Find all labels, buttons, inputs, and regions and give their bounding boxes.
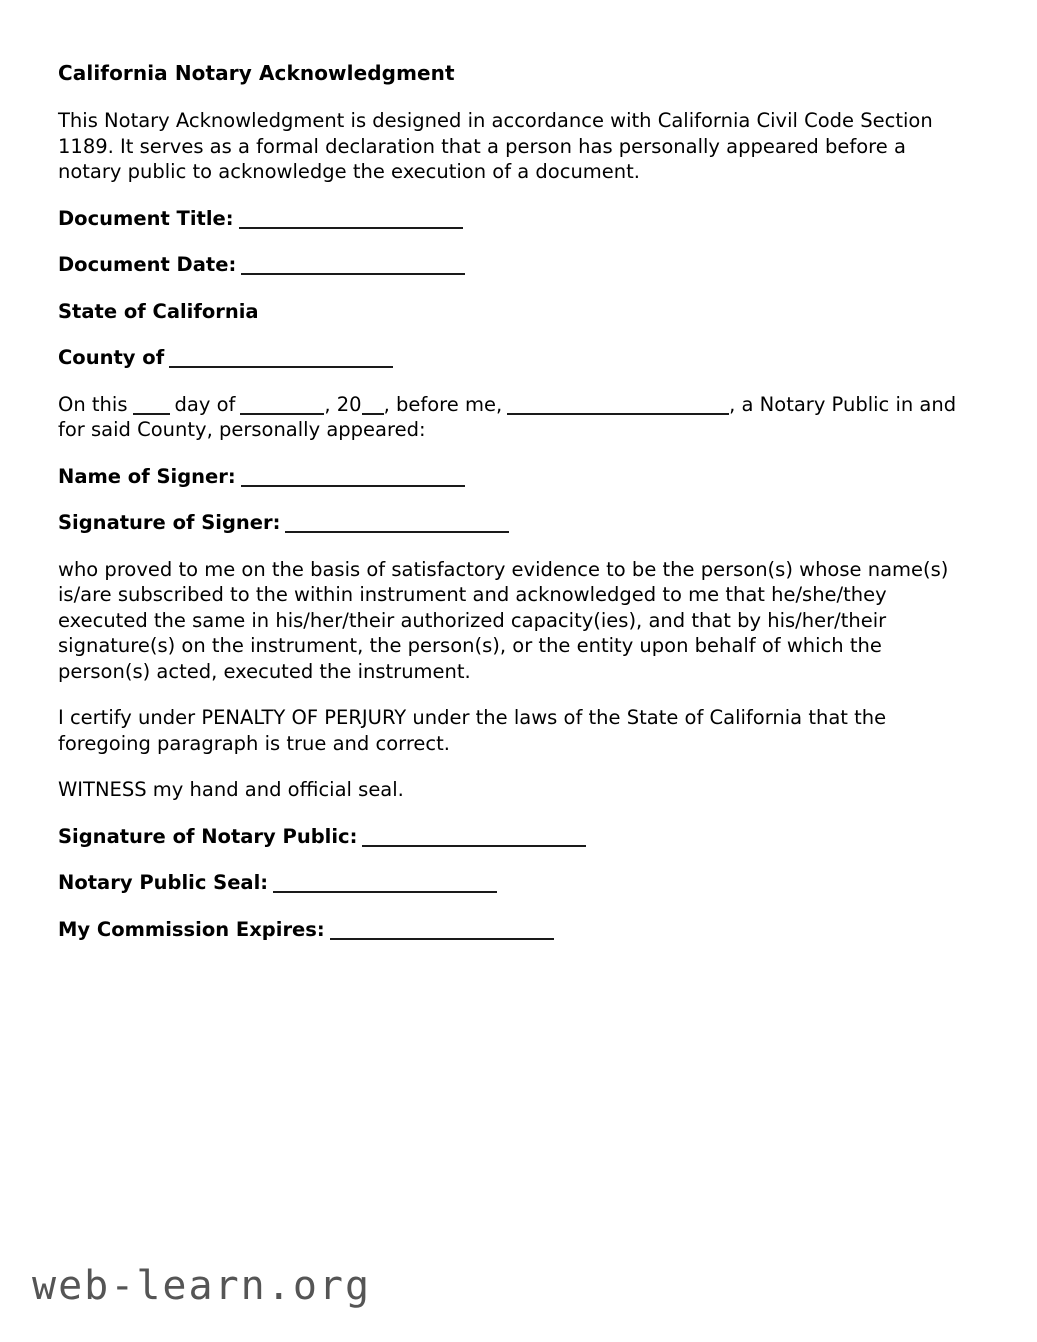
appearance-part3: , 20 <box>324 392 362 416</box>
witness-paragraph: WITNESS my hand and official seal. <box>58 778 404 801</box>
site-watermark: web-learn.org <box>32 1263 372 1309</box>
appearance-part1: On this <box>58 392 128 416</box>
document-title-blank[interactable] <box>239 227 463 229</box>
document-date-label: Document Date: <box>58 253 237 276</box>
document-body <box>58 60 966 963</box>
signature-of-signer-blank[interactable] <box>285 531 509 533</box>
document-title-field <box>58 206 966 232</box>
appearance-part4: , before me, <box>383 392 503 416</box>
name-of-signer-label: Name of Signer: <box>58 464 236 488</box>
signature-of-signer-field <box>58 510 966 536</box>
appearance-part5: , a Notary Public in and for said County, personally appeared: <box>58 392 957 441</box>
county-field <box>58 345 966 371</box>
name-of-signer-blank[interactable] <box>241 485 465 487</box>
signature-of-notary-field <box>58 824 966 850</box>
document-date-blank[interactable] <box>241 273 465 275</box>
year-blank[interactable] <box>362 413 384 415</box>
certify-paragraph: I certify under PENALTY OF PERJURY under the laws of the State of California that the foregoing paragraph is true and correct. <box>58 706 887 755</box>
state-line: State of California <box>58 299 259 323</box>
appearance-part2: day of <box>174 392 236 416</box>
day-blank[interactable] <box>133 413 170 415</box>
commission-expires-field <box>58 917 966 943</box>
intro-paragraph: This Notary Acknowledgment is designed in accordance with California Civil Code Section 1189. It serves as a formal declaration that a person has personally appeared before a notary public to acknowledge the execution of a document. <box>58 109 933 183</box>
notary-seal-field <box>58 870 966 896</box>
proved-paragraph: who proved to me on the basis of satisfactory evidence to be the person(s) whose name(s) is/are subscribed to the within instrument and acknowledged to me that he/she/they executed the same in his/her/their authorized capacity(ies), and that by his/her/their signature(s) on the instrument, the person(s), or the entity upon behalf of which the person(s) acted, executed the instrument. <box>58 557 949 683</box>
page-title: California Notary Acknowledgment <box>58 61 455 85</box>
commission-expires-blank[interactable] <box>330 938 554 940</box>
signature-of-notary-blank[interactable] <box>362 845 586 847</box>
notary-name-blank[interactable] <box>507 413 729 415</box>
document-title-label: Document Title: <box>58 206 234 230</box>
county-blank[interactable] <box>169 366 393 368</box>
county-label: County of <box>58 346 165 369</box>
signature-of-signer-label: Signature of Signer: <box>58 511 281 534</box>
name-of-signer-field <box>58 464 966 490</box>
notary-seal-blank[interactable] <box>273 891 497 893</box>
appearance-paragraph <box>58 392 966 443</box>
commission-expires-label: My Commission Expires: <box>58 917 325 941</box>
notary-seal-label: Notary Public Seal: <box>58 871 269 894</box>
month-blank[interactable] <box>240 413 324 415</box>
signature-of-notary-label: Signature of Notary Public: <box>58 824 358 848</box>
document-date-field <box>58 252 966 278</box>
